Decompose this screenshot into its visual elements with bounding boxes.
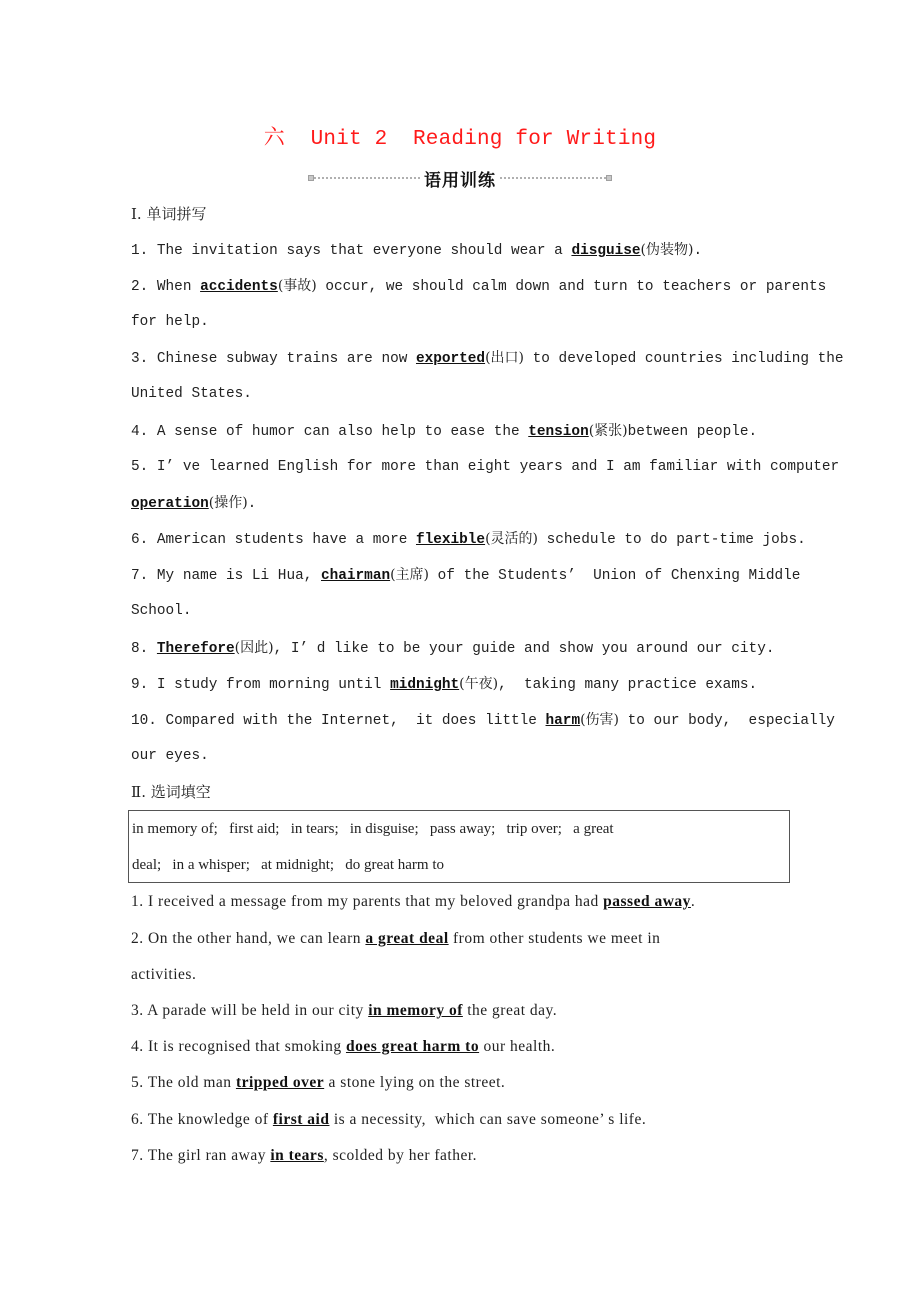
word-bank-box <box>128 810 790 883</box>
text-segment: , taking many practice exams. <box>498 677 758 693</box>
s2-q2-line1 <box>131 929 660 949</box>
text-segment: of the Students’ Union of Chenxing Middle <box>429 568 801 584</box>
text-segment: 10. Compared with the Internet, it does little <box>131 713 546 729</box>
text-segment: to our body, especially <box>619 713 835 729</box>
section-banner <box>308 167 612 189</box>
answer: harm <box>545 713 581 729</box>
answer: exported <box>415 351 486 367</box>
s2-q7-line1 <box>131 1146 477 1166</box>
s2-q1-line1 <box>131 892 695 912</box>
text-segment: 1. The invitation says that everyone should wear a <box>131 243 572 259</box>
text-segment: 4. It is recognised that smoking <box>131 1038 346 1055</box>
answer: does great harm to <box>345 1038 480 1055</box>
section2-heading: Ⅱ. 选词填空 <box>131 783 211 801</box>
word-bank-line2: deal; in a whisper; at midnight; do great harm to <box>132 857 445 873</box>
answer: flexible <box>415 532 486 548</box>
text-segment: 4. A sense of humor can also help to ease the <box>131 424 529 440</box>
text-segment: (因此) <box>234 640 274 656</box>
answer: disguise <box>571 243 641 259</box>
s1-q8-line1 <box>131 638 774 659</box>
s2-q6-line1 <box>131 1110 646 1130</box>
text-segment: occur, we should calm down and turn to teachers or parents <box>316 279 827 295</box>
section1-heading: Ⅰ. 单词拼写 <box>131 205 207 223</box>
text-segment: to developed countries including the <box>524 351 844 367</box>
answer: tension <box>528 424 589 440</box>
s1-q6-line1 <box>131 529 806 550</box>
s1-q7-line1 <box>131 565 800 586</box>
text-segment: 7. The girl ran away <box>131 1147 271 1164</box>
s2-q4-line1 <box>131 1037 555 1057</box>
text-segment: 6. American students have a more <box>131 532 416 548</box>
s1-q10-line2: our eyes. <box>131 748 209 764</box>
text-segment: (伪装物) <box>640 242 694 258</box>
text-segment: , scolded by her father. <box>323 1147 478 1164</box>
answer: in tears <box>270 1147 324 1164</box>
s1-q2-line2: for help. <box>131 314 209 330</box>
text-segment: . <box>247 496 257 512</box>
s1-q4-line1 <box>131 421 757 442</box>
text-segment: 3. A parade will be held in our city <box>131 1002 369 1019</box>
text-segment: . <box>693 243 703 259</box>
answer: a great deal <box>365 930 449 947</box>
answer: passed away <box>603 893 691 910</box>
text-segment: 6. The knowledge of <box>131 1111 273 1128</box>
text-segment: (出口) <box>485 350 525 366</box>
s1-q1-line1 <box>131 240 702 261</box>
answer: midnight <box>390 677 460 693</box>
text-segment: 8. <box>131 641 157 657</box>
answer: tripped over <box>235 1074 325 1091</box>
page-title: 六 Unit 2 Reading for Writing <box>263 128 657 151</box>
answer: operation <box>131 496 209 512</box>
s2-q5-line1 <box>131 1073 505 1093</box>
answer: accidents <box>200 279 278 295</box>
text-segment: (主席) <box>390 567 430 583</box>
text-segment: 2. On the other hand, we can learn <box>131 930 366 947</box>
text-segment: 5. The old man <box>131 1074 236 1091</box>
s1-q5-line1: 5. I’ ve learned English for more than eight years and I am familiar with computer <box>131 459 840 475</box>
text-segment: (操作) <box>208 495 248 511</box>
text-segment: (伤害) <box>580 712 620 728</box>
s1-q2-line1 <box>131 276 826 297</box>
rule-right <box>500 177 606 179</box>
rule-left <box>314 177 420 179</box>
word-bank-line1: in memory of; first aid; in tears; in disguise; pass away; trip over; a great <box>132 821 614 837</box>
text-segment: 7. My name is Li Hua, <box>131 568 321 584</box>
banner-title: 语用训练 <box>424 170 496 191</box>
s2-q3-line1 <box>131 1001 557 1021</box>
s1-q7-line2: School. <box>131 603 192 619</box>
s1-q3-line2: United States. <box>131 386 252 402</box>
text-segment: , I’ d like to be your guide and show you around our city. <box>273 641 775 657</box>
text-segment: (午夜) <box>459 676 499 692</box>
s1-q9-line1 <box>131 674 757 695</box>
answer: Therefore <box>156 641 235 657</box>
rule-cap-right <box>606 175 612 181</box>
text-segment: 9. I study from morning until <box>131 677 391 693</box>
text-segment: between people. <box>627 424 758 440</box>
s1-q10-line1 <box>131 710 835 731</box>
text-segment: (紧张) <box>588 423 628 439</box>
text-segment: our health. <box>479 1038 556 1055</box>
text-segment: . <box>690 893 696 910</box>
text-segment: 2. When <box>131 279 201 295</box>
text-segment: 3. Chinese subway trains are now <box>131 351 416 367</box>
answer: in memory of <box>368 1002 463 1019</box>
text-segment: is a necessity, which can save someone’ s life. <box>329 1111 647 1128</box>
text-segment: from other students we meet in <box>448 930 661 947</box>
answer: first aid <box>272 1111 330 1128</box>
text-segment: the great day. <box>462 1002 558 1019</box>
text-segment: (事故) <box>277 278 317 294</box>
text-segment: schedule to do part-time jobs. <box>538 532 806 548</box>
answer: chairman <box>321 568 391 584</box>
text-segment: (灵活的) <box>485 531 539 547</box>
s2-q2-line2: activities. <box>131 966 197 983</box>
text-segment: a stone lying on the street. <box>324 1074 506 1091</box>
s1-q3-line1 <box>131 348 844 369</box>
text-segment: 1. I received a message from my parents that my beloved grandpa had <box>131 893 604 910</box>
s1-q5-line2 <box>131 493 256 514</box>
